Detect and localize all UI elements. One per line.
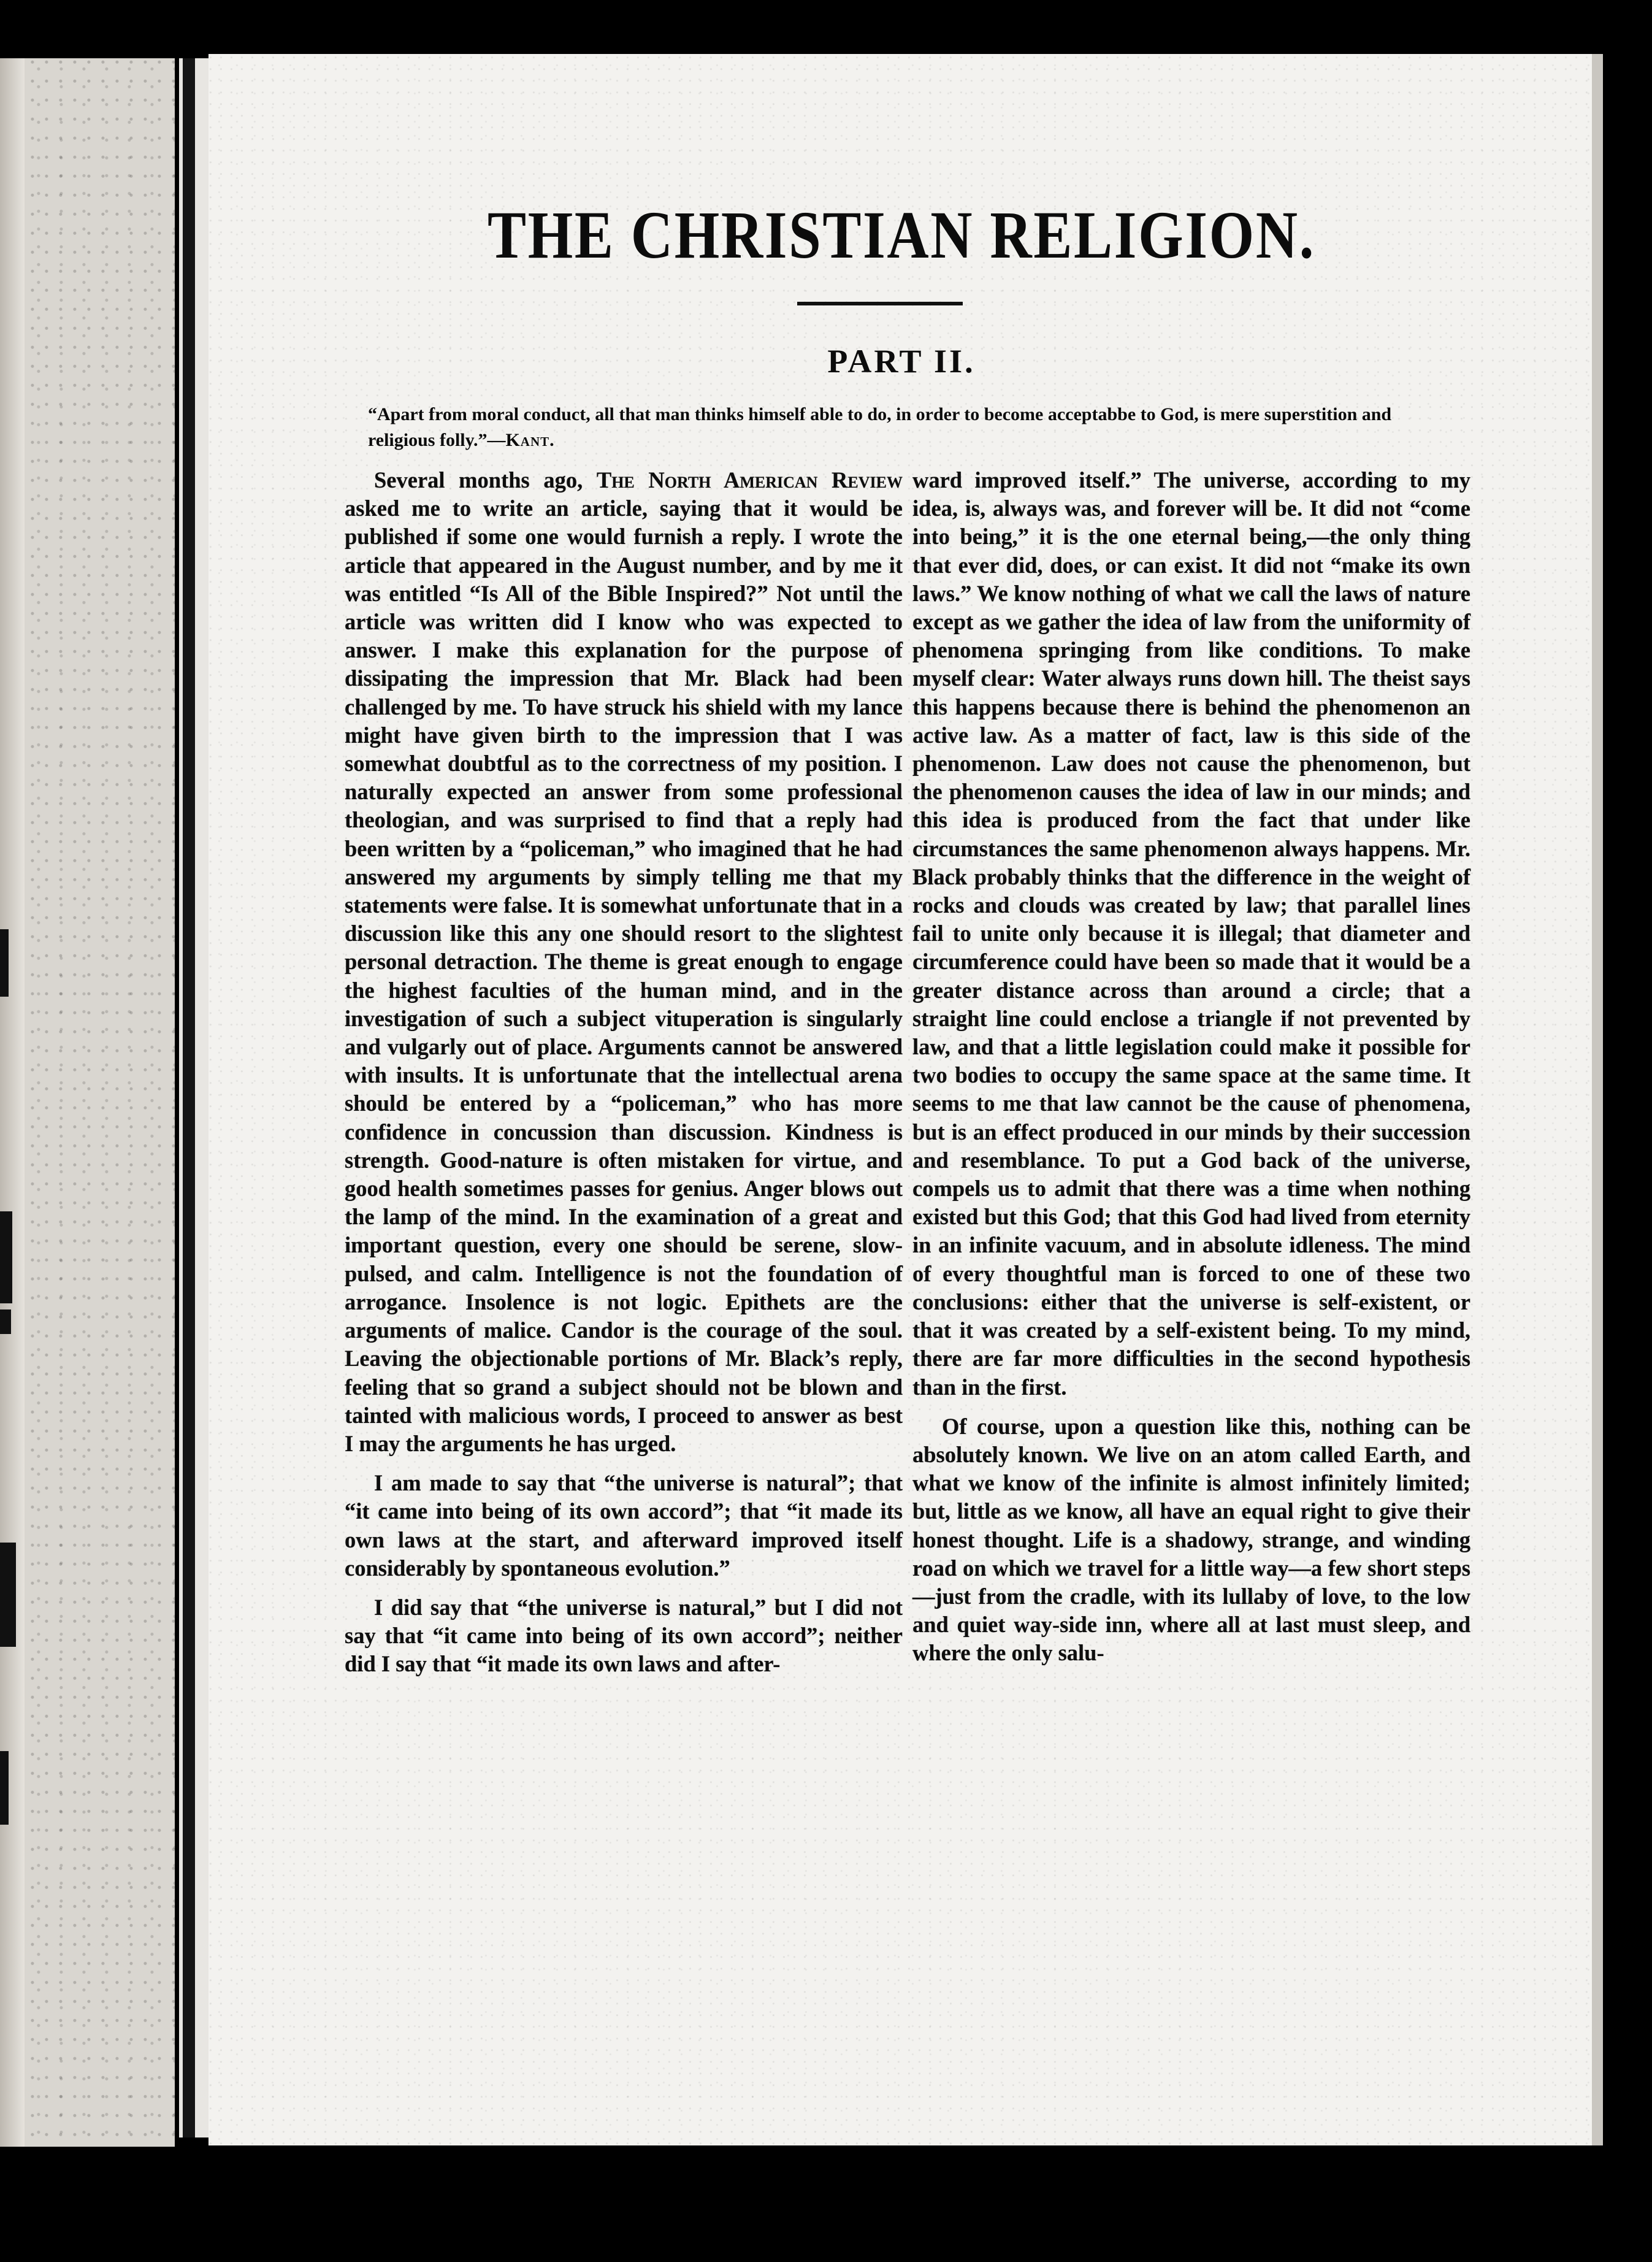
text-column-right [912, 466, 1470, 1668]
ink-mark [0, 1309, 11, 1334]
epigraph-quote: “Apart from moral conduct, all that man thinks himself able to do, in order to become acceptabbe to God, is mere superstition and religious folly.”— [368, 404, 1392, 450]
ink-mark [0, 929, 9, 997]
scan-border [0, 2147, 1652, 2262]
paragraph: I did say that “the universe is natural,” but I did not say that “it came into being of its own accord”; neither did I say that “it made its own laws and after- [345, 1594, 903, 1677]
page-shadow [0, 58, 25, 2156]
magazine-name: The North American Review [596, 467, 903, 493]
ink-mark [0, 1751, 9, 1825]
ink-mark [0, 1211, 12, 1303]
paragraph [345, 466, 903, 1458]
title-divider [797, 302, 963, 305]
epigraph [368, 402, 1459, 453]
paragraph: ward improved itself.” The universe, according to my idea, is, always was, and forever will be. It did not “come into being,” it is the one eternal being,—the only thing that ever did, does, or can exist. It did not “make its own laws.” We know nothing of what we call the laws of nature except as we gather the idea of law from the uniformity of phenomena springing from like conditions. To make myself clear: Water always runs down hill. The theist says this happens because there is behind the phenomenon an active law. As a matter of fact, law is this side of the phenomenon. Law does not cause the phenomenon, but the phenomenon causes the idea of law in our minds; and this idea is produced from the fact that under like circumstances the same phenomenon always happens. Mr. Black probably thinks that the difference in the weight of rocks and clouds was created by law; that parallel lines fail to unite only because it is illegal; that diameter and circumference could have been so made that it would be a greater distance across than around a circle; that a straight line could enclose a triangle if not prevented by law, and that a little legislation could make it possible for two bodies to occupy the same space at the same time. It seems to me that law cannot be the cause of phenomena, but is an effect produced in our minds by their succession and resemblance. To put a God back of the universe, compels us to admit that there was a time when nothing existed but this God; that this God had lived from eternity in an infinite vacuum, and in absolute idleness. The mind of every thoughtful man is forced to one of these two conclusions: either that the universe is self-existent, or that it was created by a self-existent being. To my mind, there are far more difficulties in the second hypothesis than in the first. [912, 467, 1470, 1400]
part-heading: PART II. [827, 343, 976, 380]
paragraph-text: asked me to write an article, saying that it would be published if some one would furnish a reply. I wrote the article that appeared in the August number, and by me it was entitled “Is All of the Bible Inspired?” Not until the article was written did I know who was expected to answer. I make this explanation for the purpose of dissipating the impression that Mr. Black had been challenged by me. To have struck his shield with my lance might have given birth to the impression that I was somewhat doubtful as to the correctness of my position. I naturally expected an answer from some professional theologian, and was surprised to find that a reply had been written by a “policeman,” who imagined that he had answered my arguments by simply telling me that my statements were false. It is somewhat unfortunate that in a discussion like this any one should resort to the slightest personal detraction. The theme is great enough to engage the highest faculties of the human mind, and in the investigation of such a subject vituperation is singularly and vulgarly out of place. Arguments cannot be answered with insults. It is unfortunate that the intellectual arena should be entered by a “policeman,” who has more confidence in concussion than discussion. Kindness is strength. Good-nature is often mistaken for virtue, and good health sometimes passes for genius. Anger blows out the lamp of the mind. In the examination of a great and important question, every one should be serene, slow-pulsed, and calm. Intelligence is not the foundation of arrogance. Insolence is not logic. Epithets are the arguments of malice. Candor is the courage of the soul. Leaving the objectionable portions of Mr. Black’s reply, feeling that so grand a subject should not be blown and tainted with malicious words, I proceed to answer as best I may the arguments he has urged. [345, 496, 903, 1456]
article-title: THE CHRISTIAN RELIGION. [488, 197, 1315, 272]
paragraph: I am made to say that “the universe is natural”; that “it came into being of its own accord”; that “it made its own laws at the start, and afterward improved itself considerably by spontaneous evolution.” [345, 1470, 903, 1581]
facing-page-fragment [0, 58, 175, 2156]
paragraph: Of course, upon a question like this, nothing can be absolutely known. We live on an atom called Earth, and what we know of the infinite is almost infinitely limited; but, little as we know, all have an equal right to give their honest thought. Life is a shadowy, strange, and winding road on which we travel for a little way—a few short steps—just from the cradle, with its lullaby of love, to the low and quiet way-side inn, where all at last must sleep, and where the only salu- [912, 1413, 1470, 1666]
paragraph-text: Several months ago, [374, 467, 597, 493]
ink-mark [0, 1543, 16, 1647]
text-column-left [345, 466, 903, 1679]
epigraph-author: Kant. [505, 430, 555, 450]
